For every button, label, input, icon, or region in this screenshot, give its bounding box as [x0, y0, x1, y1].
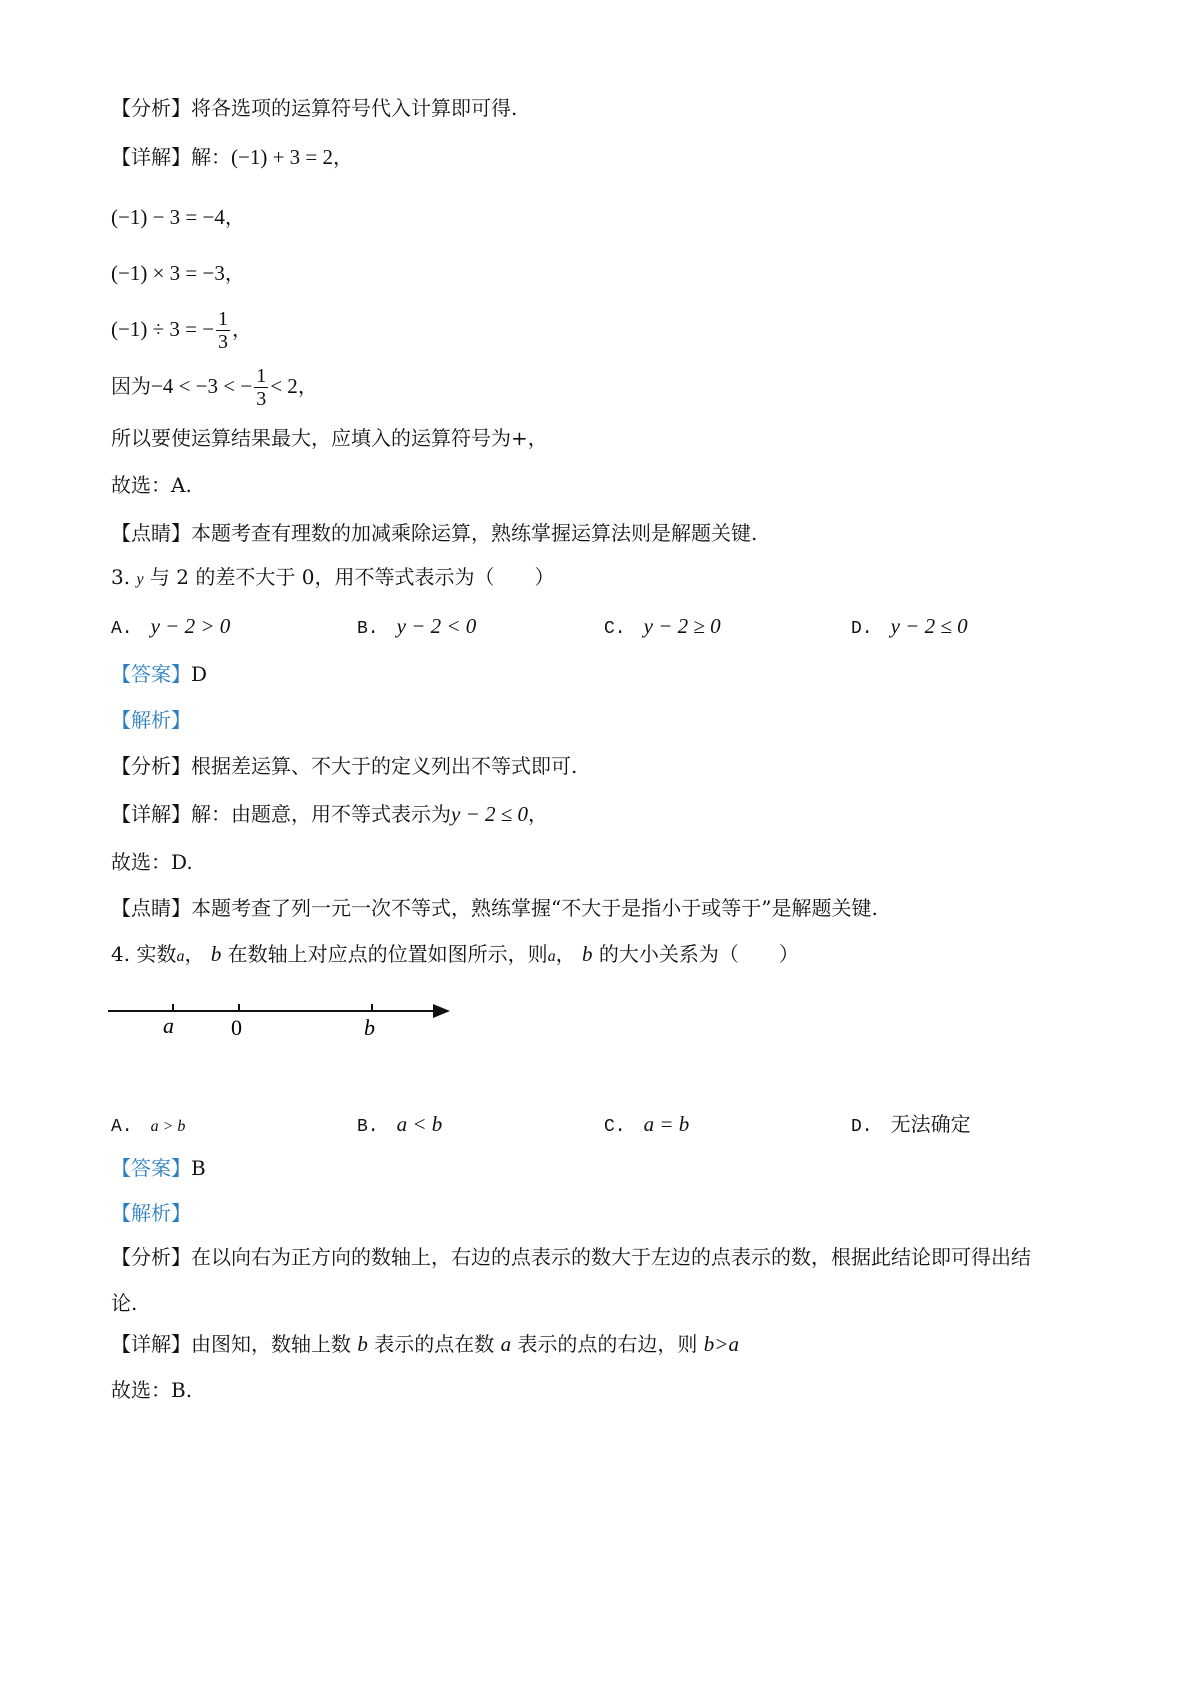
answer-tag: 【答案】	[111, 1156, 191, 1180]
option-d[interactable]	[851, 1110, 971, 1141]
analysis-text-continued: 论.	[111, 1291, 138, 1315]
fraction-denominator: 3	[256, 388, 267, 410]
comment-tag: 【点睛】	[111, 521, 191, 545]
axis-label-a: a	[163, 1013, 174, 1038]
analysis-text: 根据差运算、不大于的定义列出不等式即可.	[191, 754, 578, 778]
stem-text-5: 的大小关系为（ ）	[598, 942, 799, 966]
option-label: C.	[604, 619, 626, 639]
option-expression: a = b	[643, 1112, 690, 1136]
option-expression: y − 2 < 0	[396, 614, 477, 638]
question-number: 3.	[111, 565, 131, 589]
conclusion-line	[111, 424, 548, 452]
analysis-tag: 【分析】	[111, 1245, 191, 1269]
analysis-line-q4-cont	[111, 1289, 137, 1317]
analysis-header-q3	[111, 706, 191, 734]
comment-text: 本题考查了列一元一次不等式，熟练掌握“不大于是指小于或等于”是解题关键.	[191, 896, 878, 920]
variable-b: b	[210, 942, 222, 966]
analysis-tag: 【分析】	[111, 96, 191, 120]
choose-text: 故选：D.	[111, 850, 193, 874]
answer-line-q3	[111, 660, 207, 688]
analysis-header: 【解析】	[111, 708, 191, 732]
option-c[interactable]	[604, 612, 721, 643]
comment-tag: 【点睛】	[111, 896, 191, 920]
fraction-numerator: 1	[256, 365, 267, 387]
comment-line-1	[111, 519, 757, 547]
equation-line-3	[111, 259, 245, 287]
detail-line-q3	[111, 800, 548, 828]
analysis-text: 在以向右为正方向的数轴上，右边的点表示的数大于左边的点表示的数，根据此结论即可得出结	[191, 1245, 1031, 1269]
analysis-line-1	[111, 94, 517, 122]
question-3-stem	[111, 563, 554, 594]
option-label: A.	[111, 619, 133, 639]
variable-y: y	[136, 571, 144, 588]
conclusion-text: 所以要使运算结果最大，应填入的运算符号为+，	[111, 426, 548, 450]
detail-line-q4	[111, 1330, 739, 1358]
option-d[interactable]	[851, 612, 968, 643]
fraction-one-third	[216, 308, 230, 353]
detail-intro: 解：	[191, 145, 231, 169]
option-label: D.	[851, 619, 873, 639]
because-inequality-left: −4 < −3 < −	[151, 374, 253, 398]
option-label: B.	[357, 619, 379, 639]
fraction-one-third	[254, 365, 268, 410]
variable-a: a	[500, 1332, 512, 1356]
analysis-text: 将各选项的运算符号代入计算即可得.	[191, 96, 518, 120]
comma: ，	[297, 374, 318, 398]
comment-text: 本题考查有理数的加减乘除运算，熟练掌握运算法则是解题关键.	[191, 521, 758, 545]
fraction-numerator: 1	[218, 308, 229, 330]
variable-b: b	[357, 1332, 368, 1356]
because-line	[111, 365, 318, 410]
choose-text: 故选：A.	[111, 473, 192, 497]
analysis-header-q4	[111, 1199, 191, 1227]
choose-text: 故选：B.	[111, 1378, 193, 1402]
option-c[interactable]	[604, 1110, 689, 1141]
comma: ，	[333, 145, 354, 169]
detail-tag: 【详解】	[111, 145, 191, 169]
option-expression: a > b	[150, 1118, 186, 1135]
option-label: A.	[111, 1117, 133, 1137]
equation-line-4	[111, 308, 252, 353]
comma: ，	[224, 261, 245, 285]
because-prefix: 因为	[111, 374, 151, 398]
analysis-line-q3	[111, 752, 577, 780]
option-a[interactable]	[111, 612, 230, 643]
detail-text-3: 表示的点的右边，则	[517, 1332, 698, 1356]
option-label: C.	[604, 1117, 626, 1137]
option-b[interactable]	[357, 612, 476, 643]
answer-value: D	[191, 662, 208, 686]
option-expression: 无法确定	[890, 1112, 971, 1136]
option-b[interactable]	[357, 1110, 442, 1141]
comma: ，	[224, 205, 245, 229]
question-number: 4.	[111, 942, 131, 966]
option-expression: y − 2 > 0	[150, 614, 231, 638]
choose-line-q4	[111, 1376, 192, 1404]
because-inequality-right: < 2	[270, 374, 298, 398]
variable-a: a	[176, 948, 185, 965]
detail-tag: 【详解】	[111, 1332, 191, 1356]
axis-arrow-icon	[433, 1004, 450, 1018]
fraction-denominator: 3	[218, 331, 229, 353]
axis-label-b: b	[364, 1015, 375, 1040]
equation-4: (−1) ÷ 3 = −	[111, 317, 215, 341]
analysis-header: 【解析】	[111, 1201, 191, 1225]
answer-line-q4	[111, 1154, 206, 1182]
option-expression: a < b	[396, 1112, 443, 1136]
option-label: B.	[357, 1117, 379, 1137]
answer-tag: 【答案】	[111, 662, 191, 686]
equation-3: (−1) × 3 = −3	[111, 261, 225, 285]
detail-text-2: 表示的点在数	[374, 1332, 495, 1356]
stem-text-3: 在数轴上对应点的位置如图所示，则	[227, 942, 548, 966]
equation-line-2	[111, 203, 245, 231]
analysis-line-q4	[111, 1243, 1031, 1271]
option-a[interactable]	[111, 1110, 185, 1141]
equation-1: (−1) + 3 = 2	[231, 145, 334, 169]
stem-text-4: ，	[555, 942, 576, 966]
comma: ，	[528, 802, 549, 826]
stem-text-2: ，	[184, 942, 205, 966]
axis-label-zero: 0	[231, 1015, 242, 1040]
detail-text: 解：由题意，用不等式表示为	[191, 802, 451, 826]
number-line-diagram	[100, 995, 460, 1055]
option-expression: y − 2 ≥ 0	[643, 614, 721, 638]
detail-text-1: 由图知，数轴上数	[191, 1332, 351, 1356]
variable-a: a	[547, 948, 556, 965]
detail-tag: 【详解】	[111, 802, 191, 826]
equation-2: (−1) − 3 = −4	[111, 205, 225, 229]
choose-line-q3	[111, 848, 193, 876]
relation-b-gt-a: b>a	[703, 1332, 739, 1356]
detail-expression: y − 2 ≤ 0	[451, 802, 529, 826]
option-label: D.	[851, 1117, 873, 1137]
variable-b: b	[582, 942, 593, 966]
stem-text-1: 实数	[136, 942, 177, 966]
question-4-stem	[111, 940, 799, 971]
question-3-text: 与 2 的差不大于 0，用不等式表示为（ ）	[149, 565, 555, 589]
choose-line-1	[111, 471, 192, 499]
analysis-tag: 【分析】	[111, 754, 191, 778]
option-expression: y − 2 ≤ 0	[890, 614, 968, 638]
detail-line-1	[111, 143, 353, 171]
comma: ，	[232, 317, 253, 341]
answer-value: B	[191, 1156, 206, 1180]
comment-line-q3	[111, 894, 878, 922]
